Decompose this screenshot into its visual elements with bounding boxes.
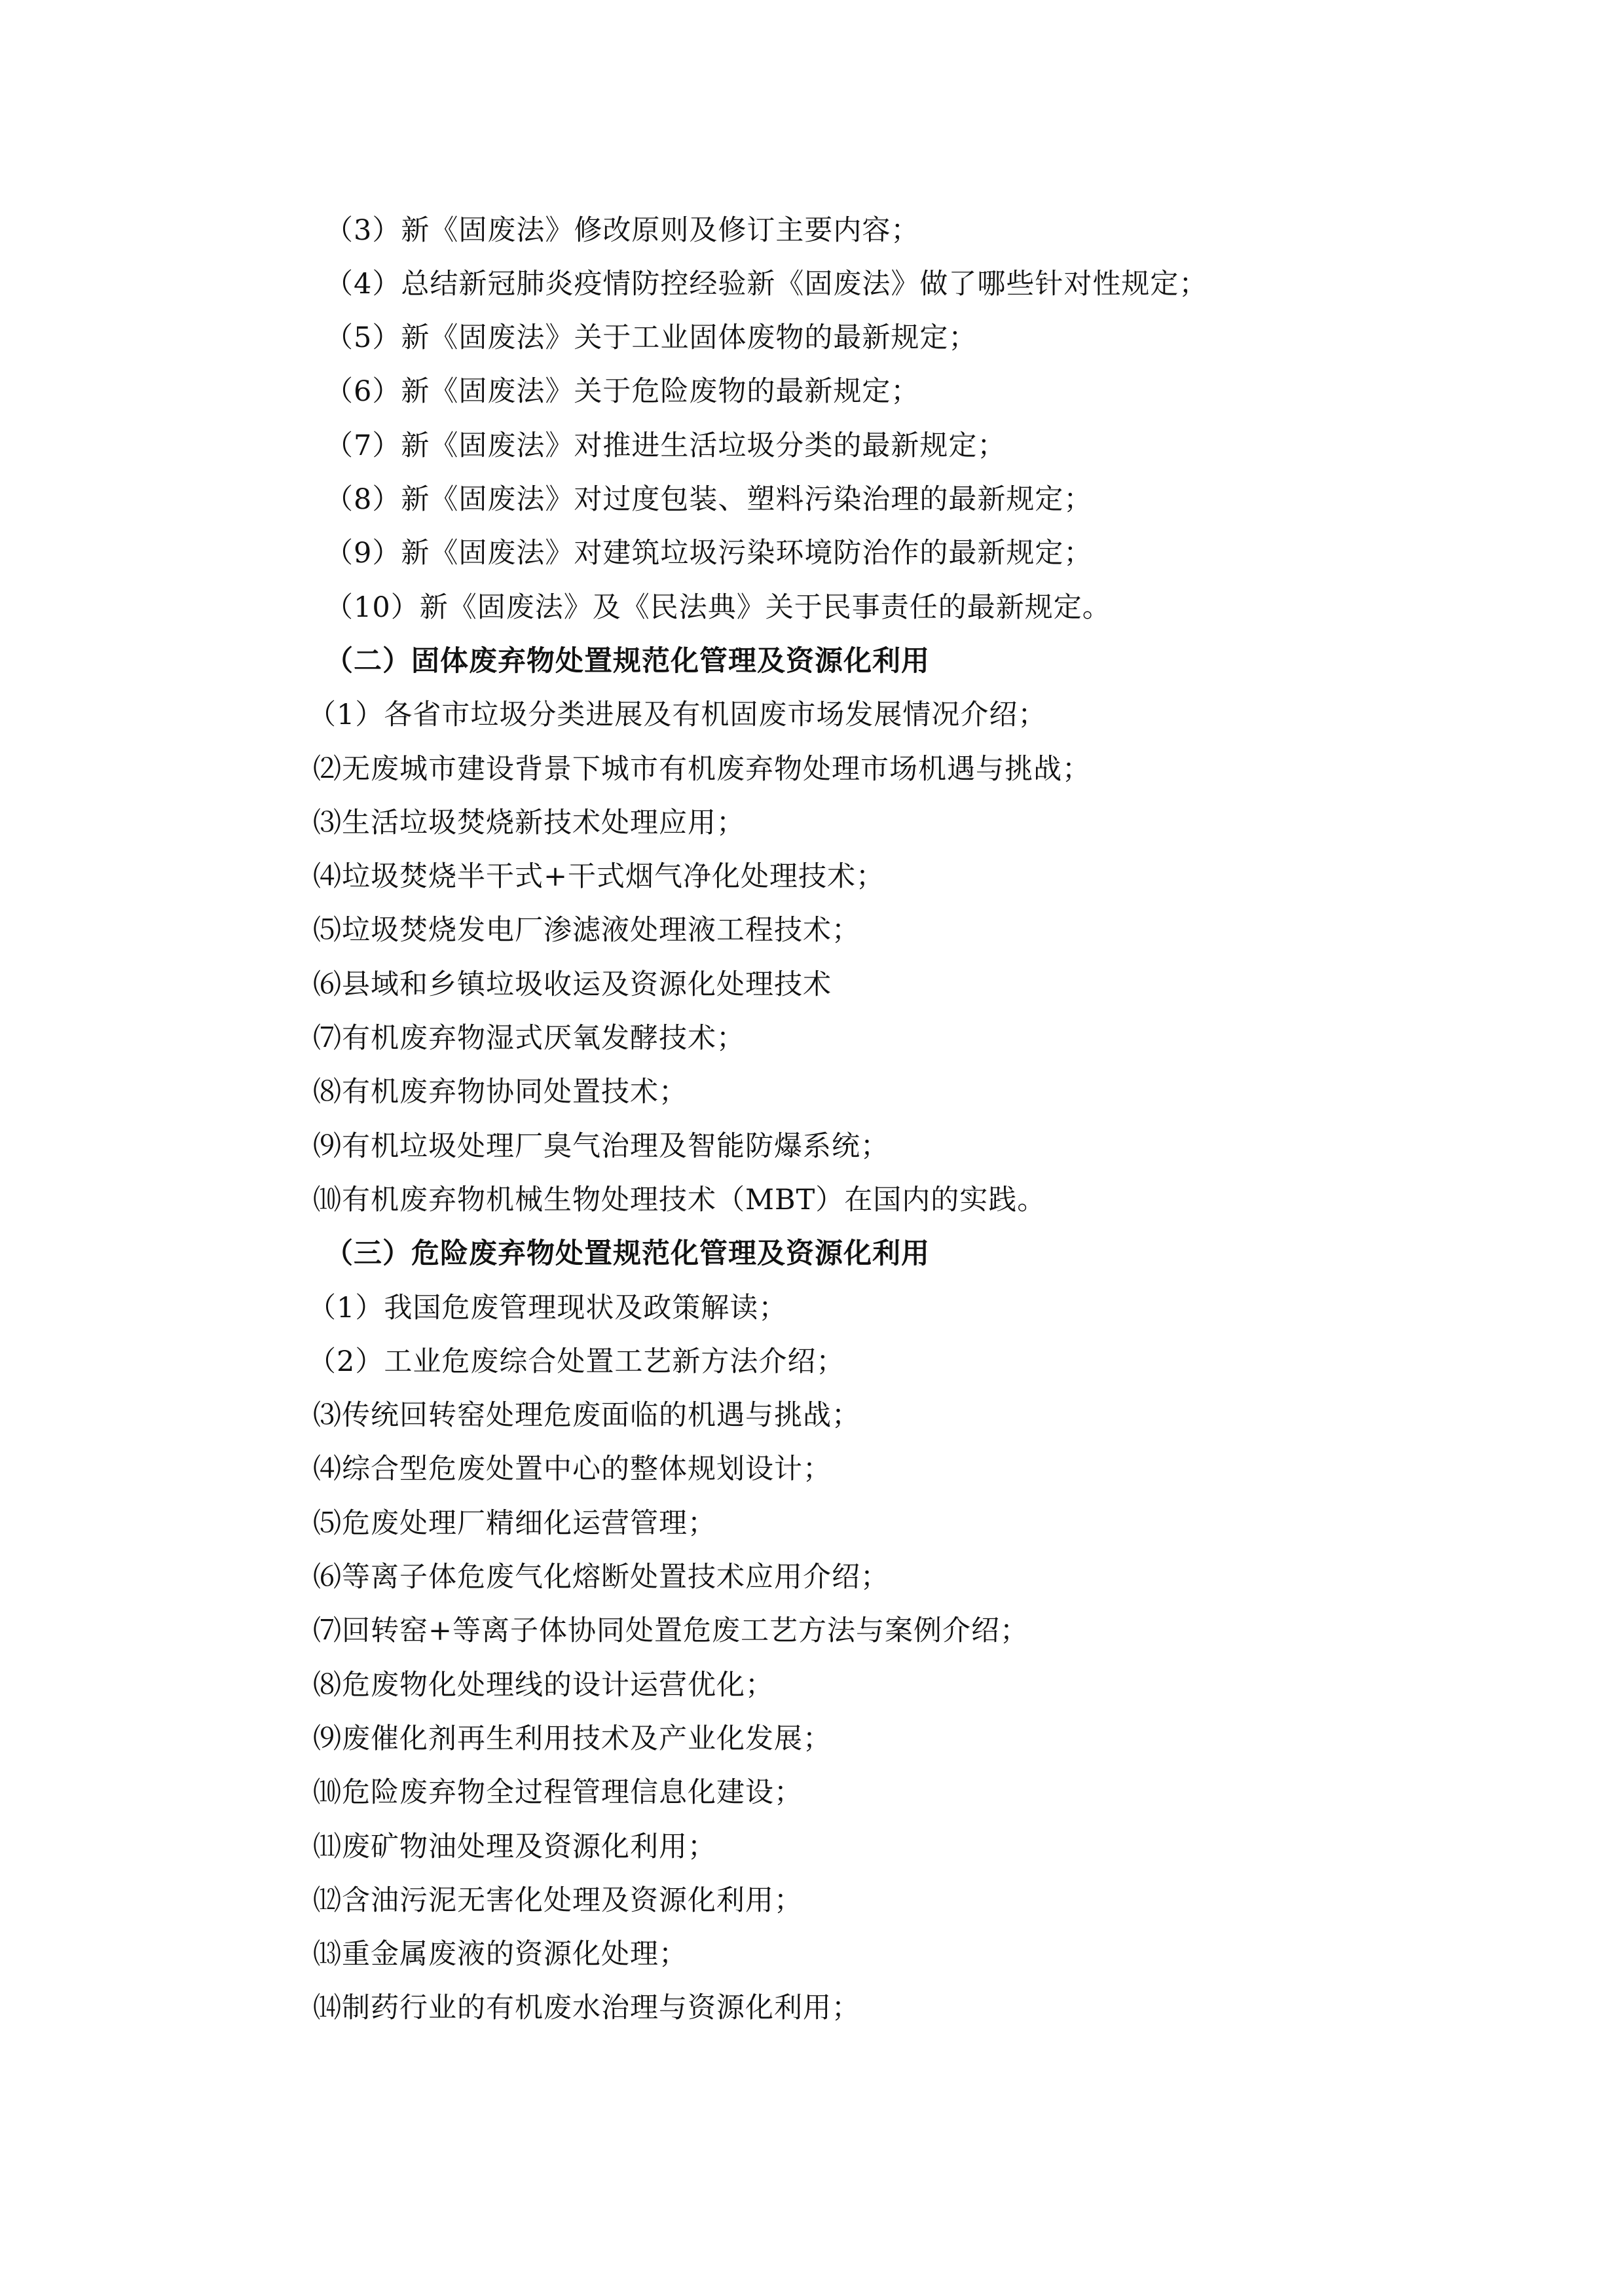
list-item: ⑼有机垃圾处理厂臭气治理及智能防爆系统；	[313, 1130, 889, 1163]
list-item: （8）新《固废法》对过度包装、塑料污染治理的最新规定；	[325, 483, 1093, 516]
list-item: ⑵无废城市建设背景下城市有机废弃物处理市场机遇与挑战；	[313, 753, 1091, 786]
list-item: ⑷垃圾焚烧半干式+干式烟气净化处理技术；	[313, 860, 885, 893]
list-item: ⑽危险废弃物全过程管理信息化建设；	[313, 1776, 803, 1809]
list-item: （1）各省市垃圾分类进展及有机固废市场发展情况介绍；	[308, 699, 1047, 731]
list-item: ⑶生活垃圾焚烧新技术处理应用；	[313, 807, 745, 839]
list-item: ⒁制药行业的有机废水治理与资源化利用；	[313, 1992, 860, 2024]
list-item: ⑶传统回转窑处理危废面临的机遇与挑战；	[313, 1399, 860, 1432]
list-item: （4）总结新冠肺炎疫情防控经验新《固废法》做了哪些针对性规定；	[325, 268, 1208, 301]
list-item: （7）新《固废法》对推进生活垃圾分类的最新规定；	[325, 429, 1006, 462]
list-item: （3）新《固废法》修改原则及修订主要内容；	[325, 214, 920, 247]
list-item: ⑻危废物化处理线的设计运营优化；	[313, 1669, 774, 1702]
list-item: ⑺回转窑+等离子体协同处置危废工艺方法与案例介绍；	[313, 1614, 1029, 1647]
list-item: ⑿含油污泥无害化处理及资源化利用；	[313, 1884, 803, 1917]
section-heading: （三）危险废弃物处置规范化管理及资源化利用	[325, 1237, 930, 1270]
list-item: ⑽有机废弃物机械生物处理技术（MBT）在国内的实践。	[313, 1184, 1046, 1216]
list-item: ⑸危废处理厂精细化运营管理；	[313, 1507, 716, 1540]
list-item: （10）新《固废法》及《民法典》关于民事责任的最新规定。	[325, 591, 1111, 624]
list-item: ⑻有机废弃物协同处置技术；	[313, 1076, 688, 1108]
list-item: ⒀重金属废液的资源化处理；	[313, 1938, 688, 1971]
list-item: ⑹等离子体危废气化熔断处置技术应用介绍；	[313, 1561, 889, 1594]
list-item: ⑺有机废弃物湿式厌氧发酵技术；	[313, 1022, 745, 1055]
list-item: （1）我国危废管理现状及政策解读；	[308, 1292, 788, 1324]
list-item: （9）新《固废法》对建筑垃圾污染环境防治作的最新规定；	[325, 537, 1093, 570]
list-item: （6）新《固废法》关于危险废物的最新规定；	[325, 375, 920, 408]
section-heading: （二）固体废弃物处置规范化管理及资源化利用	[325, 645, 930, 678]
list-item: ⑹县域和乡镇垃圾收运及资源化处理技术	[313, 968, 832, 1001]
list-item: ⑾废矿物油处理及资源化利用；	[313, 1831, 716, 1863]
list-item: ⑷综合型危废处置中心的整体规划设计；	[313, 1453, 832, 1485]
list-item: （2）工业危废综合处置工艺新方法介绍；	[308, 1345, 845, 1378]
list-item: （5）新《固废法》关于工业固体废物的最新规定；	[325, 321, 978, 354]
list-item: ⑼废催化剂再生利用技术及产业化发展；	[313, 1722, 832, 1755]
list-item: ⑸垃圾焚烧发电厂渗滤液处理液工程技术；	[313, 914, 860, 947]
